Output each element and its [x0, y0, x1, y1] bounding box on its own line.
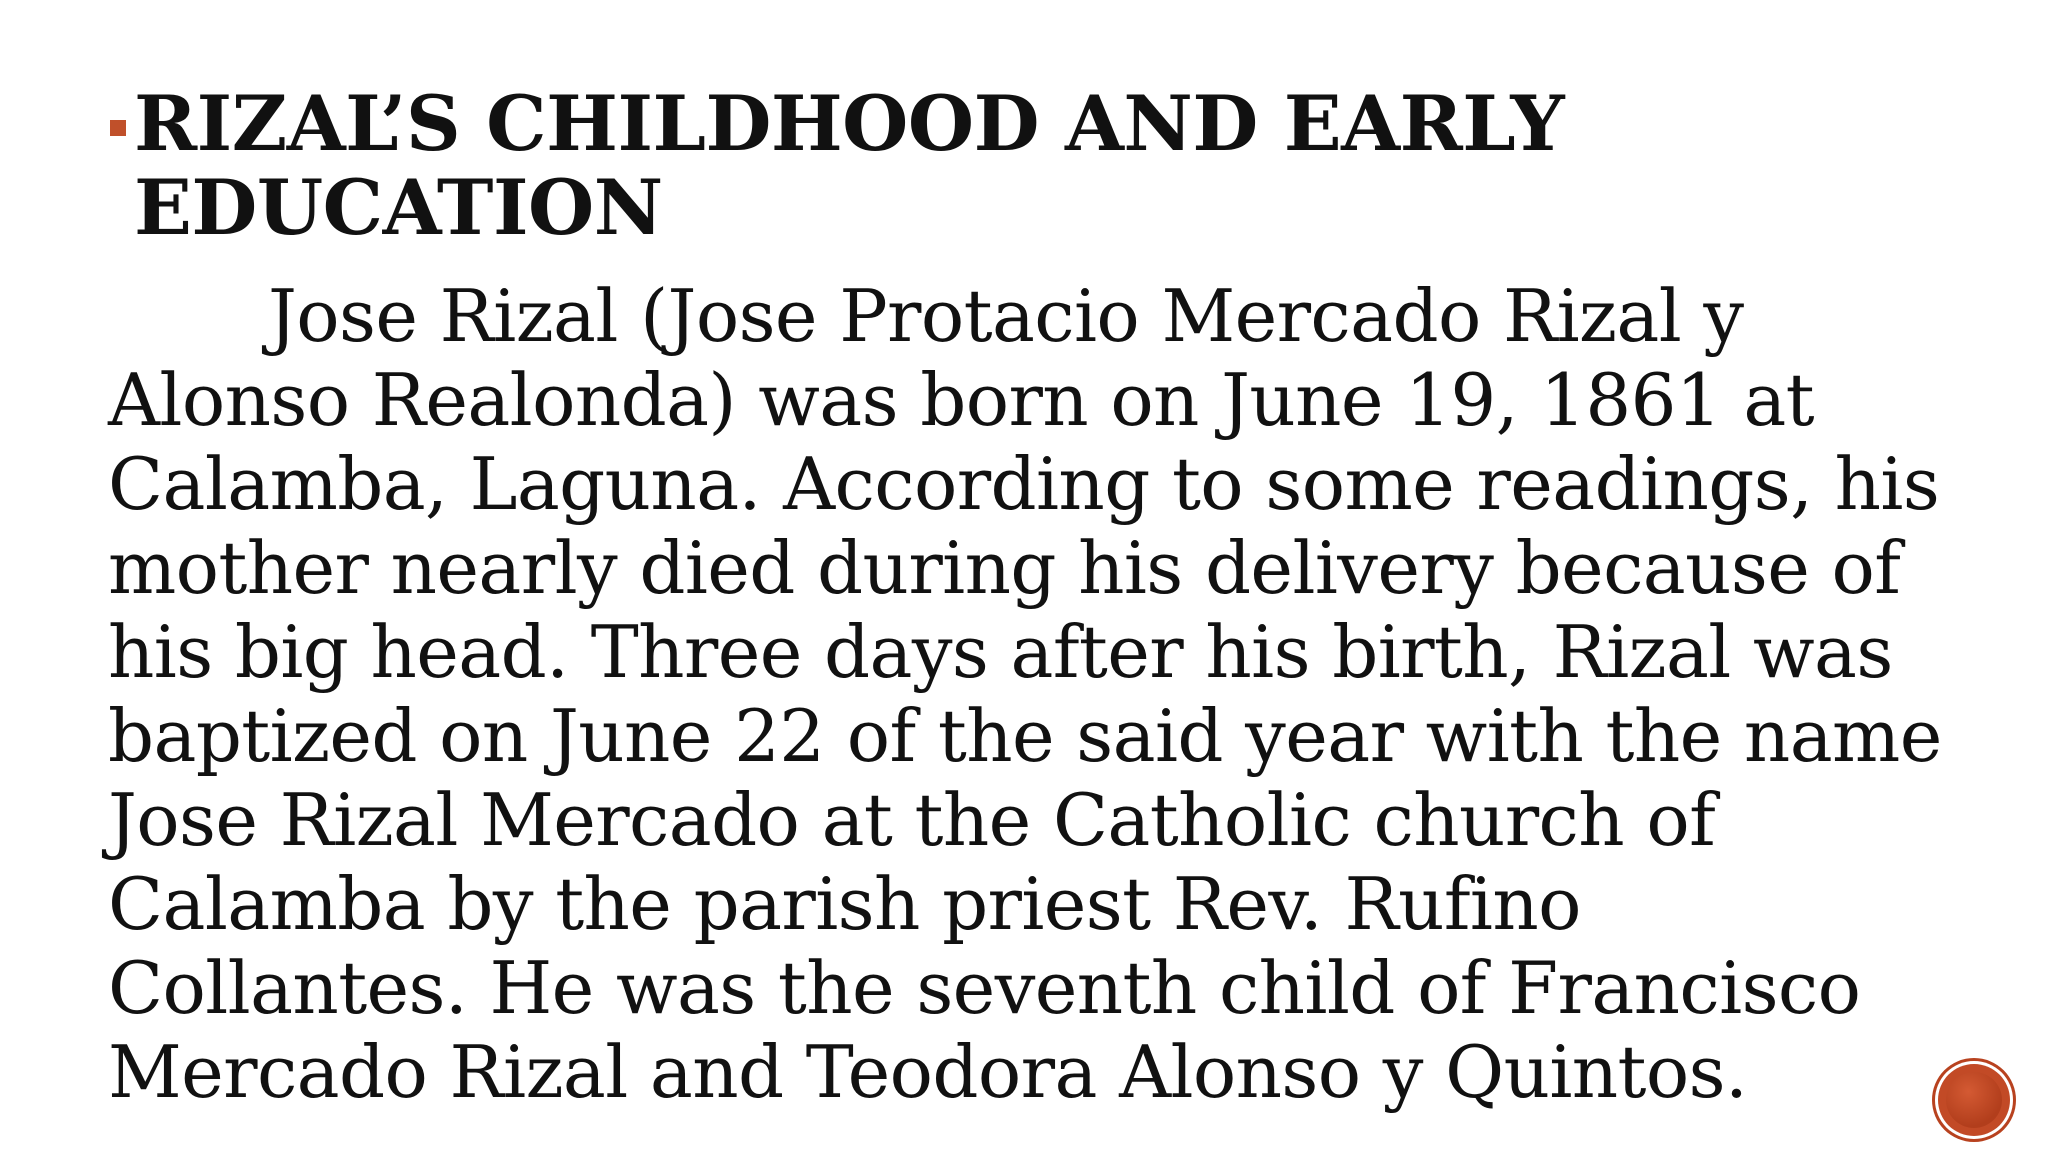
square-bullet-icon: [110, 120, 126, 136]
body-line: Collantes. He was the seventh child of Francisco: [108, 946, 1861, 1030]
body-line: baptized on June 22 of the said year with the name: [108, 694, 1942, 778]
body-line: Mercado Rizal and Teodora Alonso y Quintos.: [108, 1030, 1748, 1114]
nav-button-face: [1946, 1072, 2002, 1128]
body-line: Calamba by the parish priest Rev. Rufino: [108, 862, 1581, 946]
body-line: mother nearly died during his delivery because of: [108, 526, 1901, 610]
slide-body: [108, 274, 2008, 1114]
body-line: his big head. Three days after his birth, Rizal was: [108, 610, 1893, 694]
circle-nav-icon[interactable]: [1938, 1064, 2010, 1136]
slide-title: [110, 79, 1810, 252]
body-line: Jose Rizal Mercado at the Catholic church of: [108, 778, 1716, 862]
body-line: Alonso Realonda) was born on June 19, 1861 at: [108, 358, 1814, 442]
slide-title-line-1: RIZAL’S CHILDHOOD AND EARLY: [134, 79, 1565, 168]
slide-title-line-2: EDUCATION: [134, 163, 663, 252]
body-line: Calamba, Laguna. According to some readings, his: [108, 442, 1940, 526]
slide-title-text: [134, 79, 1614, 252]
body-line: Jose Rizal (Jose Protacio Mercado Rizal y: [268, 274, 1744, 358]
